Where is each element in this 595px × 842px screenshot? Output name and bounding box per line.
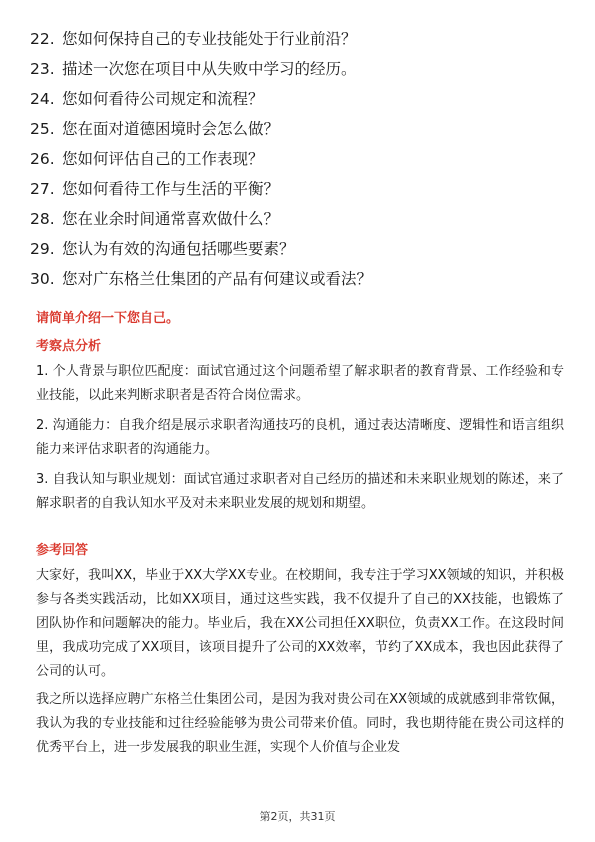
intro-question-section bbox=[36, 310, 564, 328]
question-text: 您在面对道德困境时会怎么做？ bbox=[62, 120, 280, 138]
answer-paragraph: 大家好，我叫XX，毕业于XX大学XX专业。在校期间，我专注于学习XX领域的知识，并积极参与各类实践活动，比如XX项目，通过这些实践，我不仅提升了自己的XX技能，也锻炼了团队协作和问题解决的能力。毕业后，我在XX公司担任XX职位，负责XX工作。在这段时间里，我成功完成了XX项目，该项目提升了公司的XX效率，节约了XX成本，我也因此获得了公司的认可。 bbox=[36, 568, 564, 679]
analysis-point: 3. 自我认知与职业规划：面试官通过求职者对自己经历的描述和未来职业规划的陈述，来了解求职者的自我认知水平及对未来职业发展的规划和期望。 bbox=[36, 472, 564, 511]
question-list bbox=[30, 24, 570, 294]
question-number: 22. bbox=[30, 30, 55, 48]
intro-question-heading: 请简单介绍一下您自己。 bbox=[36, 311, 180, 326]
question-text: 您如何保持自己的专业技能处于行业前沿？ bbox=[62, 30, 357, 48]
question-text: 您对广东格兰仕集团的产品有何建议或看法？ bbox=[62, 270, 373, 288]
list-item bbox=[30, 234, 570, 264]
list-item bbox=[30, 54, 570, 84]
list-item bbox=[30, 144, 570, 174]
question-text: 您在业余时间通常喜欢做什么？ bbox=[62, 210, 280, 228]
question-number: 27. bbox=[30, 180, 55, 198]
question-text: 您如何看待工作与生活的平衡？ bbox=[62, 180, 280, 198]
answer-paragraph: 我之所以选择应聘广东格兰仕集团公司，是因为我对贵公司在XX领域的成就感到非常钦佩，我认为我的专业技能和过往经验能够为贵公司带来价值。同时，我也期待能在贵公司这样的优秀平台上，进一步发展我的职业生涯，实现个人价值与企业发 bbox=[36, 692, 564, 755]
question-text: 描述一次您在项目中从失败中学习的经历。 bbox=[62, 60, 357, 78]
list-item bbox=[30, 84, 570, 114]
question-text: 您如何评估自己的工作表现？ bbox=[62, 150, 264, 168]
question-number: 26. bbox=[30, 150, 55, 168]
question-number: 23. bbox=[30, 60, 55, 78]
question-number: 30. bbox=[30, 270, 55, 288]
question-number: 25. bbox=[30, 120, 55, 138]
question-text: 您如何看待公司规定和流程？ bbox=[62, 90, 264, 108]
analysis-point: 1. 个人背景与职位匹配度：面试官通过这个问题希望了解求职者的教育背景、工作经验和专业技能，以此来判断求职者是否符合岗位需求。 bbox=[36, 364, 564, 403]
list-item bbox=[30, 204, 570, 234]
page-footer: 第2页，共31页 bbox=[259, 810, 336, 823]
question-number: 28. bbox=[30, 210, 55, 228]
analysis-point: 2. 沟通能力：自我介绍是展示求职者沟通技巧的良机，通过表达清晰度、逻辑性和语言组织能力来评估求职者的沟通能力。 bbox=[36, 418, 564, 457]
answer-heading: 参考回答 bbox=[36, 543, 89, 558]
answer-section bbox=[36, 542, 564, 760]
question-number: 24. bbox=[30, 90, 55, 108]
question-text: 您认为有效的沟通包括哪些要素？ bbox=[62, 240, 295, 258]
list-item bbox=[30, 264, 570, 294]
analysis-section bbox=[36, 338, 564, 516]
question-number: 29. bbox=[30, 240, 55, 258]
list-item bbox=[30, 24, 570, 54]
list-item bbox=[30, 114, 570, 144]
list-item bbox=[30, 174, 570, 204]
analysis-heading: 考察点分析 bbox=[36, 339, 102, 354]
